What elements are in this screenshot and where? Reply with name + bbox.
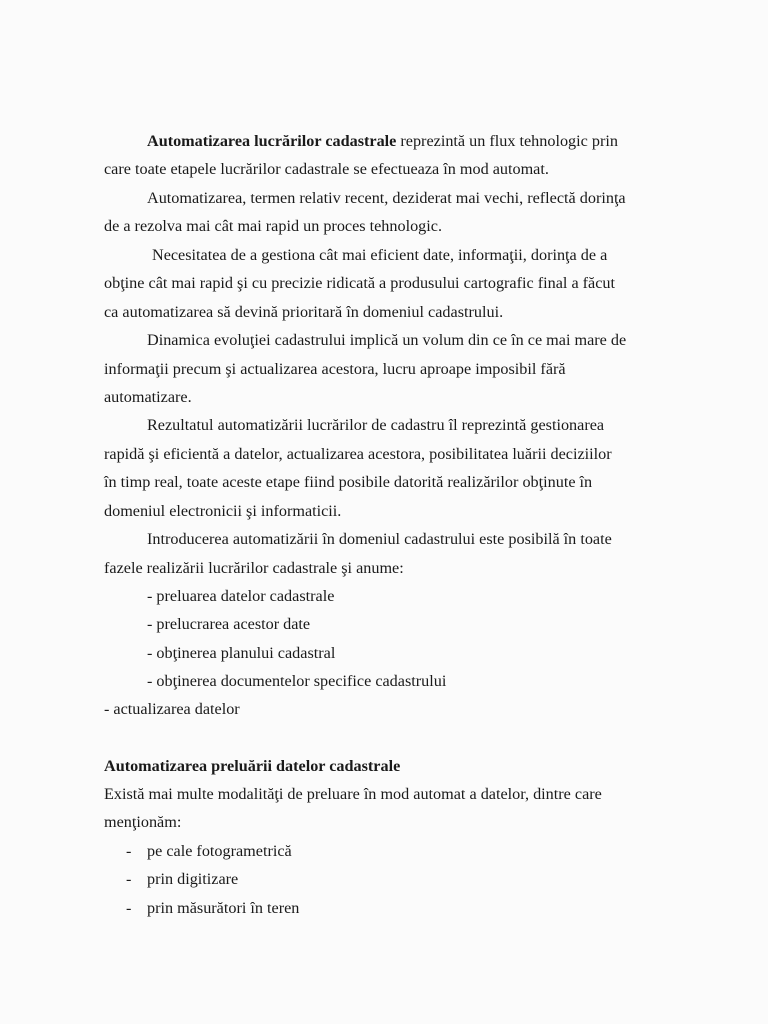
paragraph-5-line-2: rapidă şi eficientă a datelor, actualizarea acestora, posibilitatea luării deciziilor (104, 445, 612, 463)
list-item: - prelucrarea acestor date (147, 615, 311, 633)
list-item-dash: - (126, 842, 132, 860)
paragraph-1-line-1 (147, 131, 618, 151)
list-item: - obţinerea documentelor specifice cadastrului (147, 672, 447, 690)
list-item-dash: - (126, 899, 132, 917)
paragraph-3-line-1: Necesitatea de a gestiona cât mai eficient date, informaţii, dorinţa de a (152, 246, 608, 264)
paragraph-4-line-2: informaţii precum şi actualizarea acestora, lucru aproape imposibil fără (104, 360, 566, 378)
paragraph-5-line-3: în timp real, toate aceste etape fiind posibile datorită realizărilor obţinute în (104, 473, 593, 491)
paragraph-6-line-2: fazele realizării lucrărilor cadastrale şi anume: (104, 559, 404, 577)
list-item: prin digitizare (147, 870, 239, 888)
list-item: - obţinerea planului cadastral (147, 644, 336, 662)
section-heading: Automatizarea preluării datelor cadastrale (104, 757, 401, 775)
paragraph-5-line-1: Rezultatul automatizării lucrărilor de cadastru îl reprezintă gestionarea (147, 416, 605, 434)
paragraph-5-line-4: domeniul electronicii şi informaticii. (104, 502, 342, 520)
paragraph-2-line-1: Automatizarea, termen relativ recent, deziderat mai vechi, reflectă dorinţa (147, 189, 626, 207)
paragraph-1-line-1-rest: reprezintă un flux tehnologic prin (396, 132, 618, 150)
list-item: - preluarea datelor cadastrale (147, 587, 335, 605)
list-item: prin măsurători în teren (147, 899, 300, 917)
section-2-line-2: menţionăm: (104, 813, 182, 831)
list-item-dash: - (126, 870, 132, 888)
paragraph-4-line-1: Dinamica evoluţiei cadastrului implică un volum din ce în ce mai mare de (147, 331, 627, 349)
paragraph-4-line-3: automatizare. (104, 388, 192, 406)
paragraph-6-line-1: Introducerea automatizării în domeniul cadastrului este posibilă în toate (147, 530, 612, 548)
bold-lead: Automatizarea lucrărilor cadastrale (147, 132, 397, 150)
paragraph-2-line-2: de a rezolva mai cât mai rapid un proces tehnologic. (104, 217, 443, 235)
paragraph-3-line-2: obţine cât mai rapid şi cu precizie ridicată a produsului cartografic final a făcut (104, 274, 616, 292)
list-item: - actualizarea datelor (104, 700, 240, 718)
paragraph-1-line-2: care toate etapele lucrărilor cadastrale se efectueaza în mod automat. (104, 160, 549, 178)
section-2-line-1: Există mai multe modalităţi de preluare în mod automat a datelor, dintre care (104, 785, 602, 803)
paragraph-3-line-3: ca automatizarea să devină prioritară în domeniul cadastrului. (104, 303, 504, 321)
list-item: pe cale fotogrametrică (147, 842, 292, 860)
